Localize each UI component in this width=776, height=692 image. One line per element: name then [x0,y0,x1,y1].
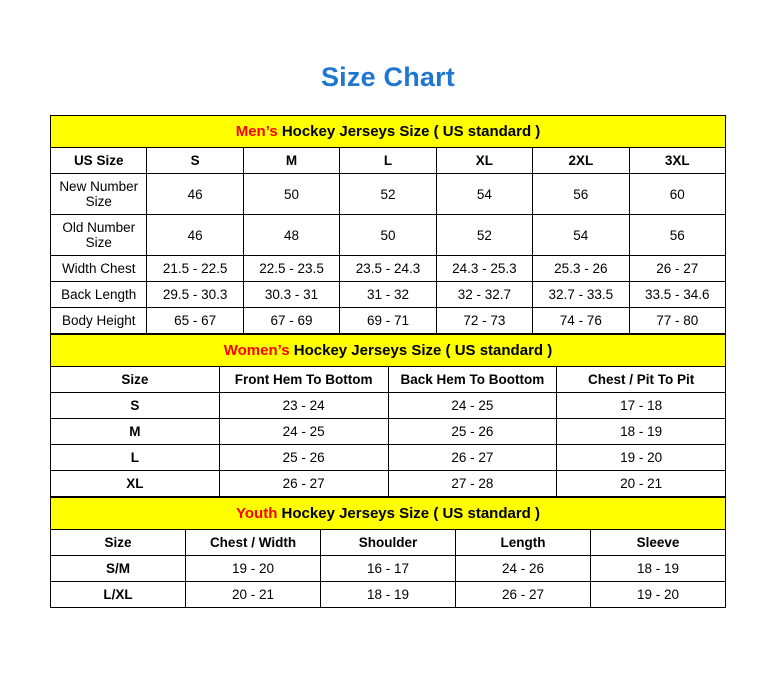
table-cell: 72 - 73 [436,308,532,334]
row-label: S [51,393,220,419]
table-row [51,256,726,282]
table-cell: 27 - 28 [388,471,557,497]
table-cell: 25 - 26 [219,445,388,471]
womens-header-cell: Chest / Pit To Pit [557,367,726,393]
mens-header-cell: M [243,148,339,174]
table-cell: 52 [340,174,436,215]
table-cell: 20 - 21 [557,471,726,497]
table-row [51,308,726,334]
youth-header-cell: Shoulder [321,530,456,556]
womens-band-row [51,335,726,367]
mens-band-row [51,116,726,148]
table-cell: 31 - 32 [340,282,436,308]
table-cell: 33.5 - 34.6 [629,282,725,308]
table-cell: 19 - 20 [591,582,726,608]
womens-header-row [51,367,726,393]
table-cell: 22.5 - 23.5 [243,256,339,282]
womens-header-cell: Front Hem To Bottom [219,367,388,393]
table-row [51,282,726,308]
womens-header-cell: Back Hem To Boottom [388,367,557,393]
mens-header-cell: 3XL [629,148,725,174]
table-row [51,445,726,471]
mens-band-title [51,116,726,148]
table-cell: 24 - 25 [388,393,557,419]
row-label: L/XL [51,582,186,608]
table-cell: 56 [629,215,725,256]
table-cell: 56 [533,174,629,215]
row-label: S/M [51,556,186,582]
table-row [51,419,726,445]
table-cell: 20 - 21 [186,582,321,608]
mens-header-cell: L [340,148,436,174]
table-cell: 26 - 27 [456,582,591,608]
mens-header-cell: US Size [51,148,147,174]
table-cell: 25.3 - 26 [533,256,629,282]
table-cell: 21.5 - 22.5 [147,256,243,282]
table-row [51,393,726,419]
row-label: Width Chest [51,256,147,282]
youth-header-cell: Size [51,530,186,556]
womens-size-table [50,334,726,497]
mens-band-accent: Men’s [235,123,278,140]
table-cell: 24 - 26 [456,556,591,582]
table-cell: 60 [629,174,725,215]
youth-band-title [51,498,726,530]
table-cell: 74 - 76 [533,308,629,334]
womens-band-accent: Women’s [223,342,290,359]
table-cell: 46 [147,174,243,215]
table-cell: 24 - 25 [219,419,388,445]
youth-header-row [51,530,726,556]
table-cell: 67 - 69 [243,308,339,334]
mens-header-cell: XL [436,148,532,174]
row-label: XL [51,471,220,497]
table-cell: 54 [533,215,629,256]
youth-band-row [51,498,726,530]
row-label: Old Number Size [51,215,147,256]
row-label: Body Height [51,308,147,334]
row-label: L [51,445,220,471]
womens-band-rest: Hockey Jerseys Size ( US standard ) [289,342,553,359]
table-cell: 48 [243,215,339,256]
table-cell: 26 - 27 [388,445,557,471]
table-cell: 50 [340,215,436,256]
table-cell: 19 - 20 [186,556,321,582]
youth-size-table [50,497,726,608]
table-cell: 32 - 32.7 [436,282,532,308]
table-cell: 16 - 17 [321,556,456,582]
table-cell: 18 - 19 [557,419,726,445]
table-cell: 18 - 19 [591,556,726,582]
table-row [51,471,726,497]
mens-header-cell: S [147,148,243,174]
table-cell: 26 - 27 [219,471,388,497]
table-cell: 29.5 - 30.3 [147,282,243,308]
table-cell: 18 - 19 [321,582,456,608]
table-cell: 17 - 18 [557,393,726,419]
table-cell: 23 - 24 [219,393,388,419]
table-cell: 54 [436,174,532,215]
table-row [51,215,726,256]
mens-header-row [51,148,726,174]
youth-band-accent: Youth [236,505,278,522]
size-tables-container [50,115,726,608]
table-cell: 69 - 71 [340,308,436,334]
table-cell: 25 - 26 [388,419,557,445]
mens-size-table [50,115,726,334]
table-cell: 23.5 - 24.3 [340,256,436,282]
youth-header-cell: Length [456,530,591,556]
womens-band-title [51,335,726,367]
mens-band-rest: Hockey Jerseys Size ( US standard ) [277,123,541,140]
table-cell: 32.7 - 33.5 [533,282,629,308]
table-cell: 46 [147,215,243,256]
table-cell: 50 [243,174,339,215]
table-cell: 30.3 - 31 [243,282,339,308]
table-row [51,582,726,608]
table-cell: 65 - 67 [147,308,243,334]
youth-band-rest: Hockey Jerseys Size ( US standard ) [277,505,540,522]
mens-header-cell: 2XL [533,148,629,174]
table-cell: 77 - 80 [629,308,725,334]
table-row [51,556,726,582]
youth-header-cell: Chest / Width [186,530,321,556]
row-label: New Number Size [51,174,147,215]
womens-header-cell: Size [51,367,220,393]
page-title: Size Chart [320,62,456,92]
row-label: Back Length [51,282,147,308]
table-cell: 24.3 - 25.3 [436,256,532,282]
table-cell: 19 - 20 [557,445,726,471]
table-cell: 26 - 27 [629,256,725,282]
table-row [51,174,726,215]
table-cell: 52 [436,215,532,256]
youth-header-cell: Sleeve [591,530,726,556]
row-label: M [51,419,220,445]
